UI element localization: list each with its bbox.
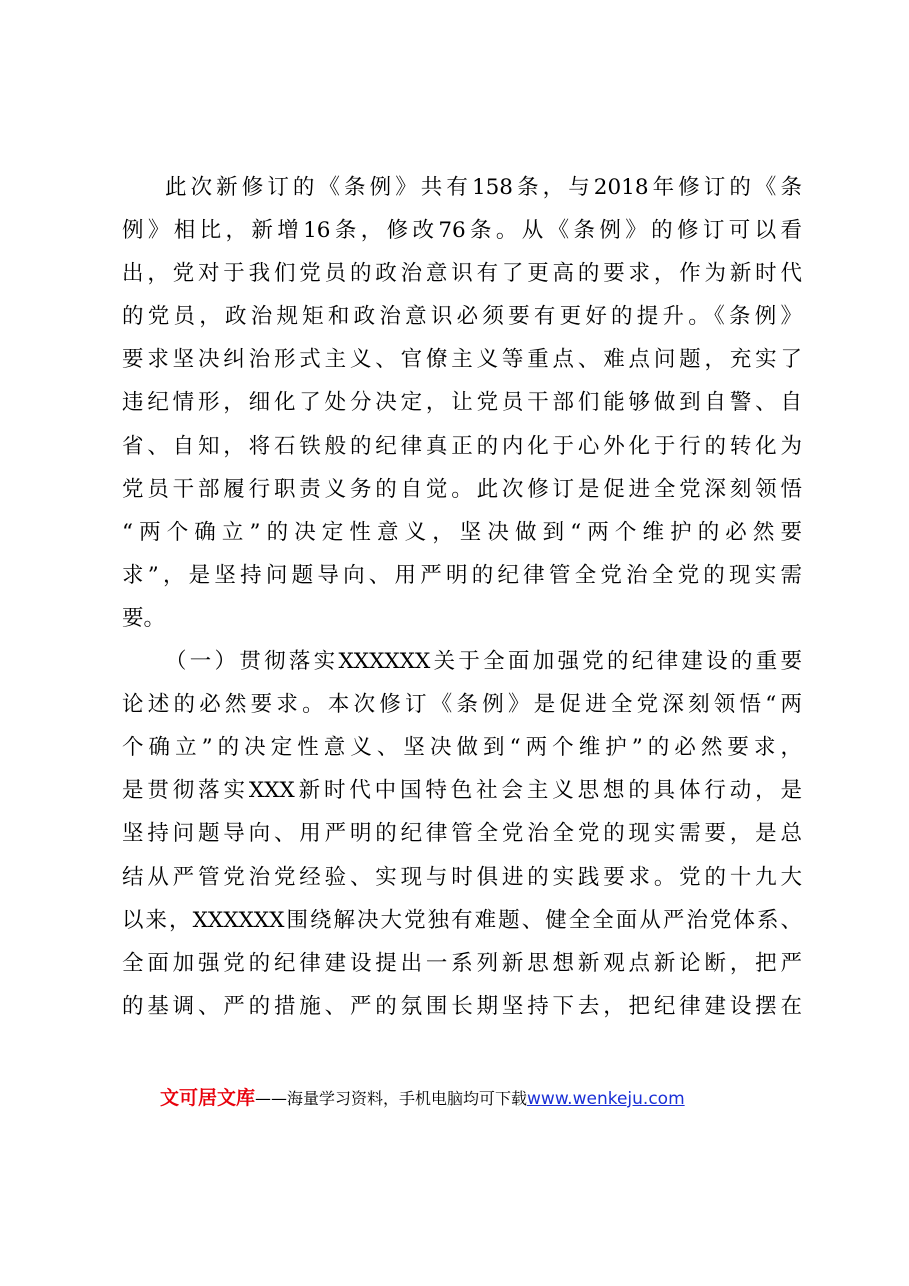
- text-line: 要。: [122, 605, 166, 631]
- footer-brand: 文可居文库: [160, 1087, 256, 1109]
- text-line: 省、自知，将石铁般的纪律真正的内化于心外化于行的转化为: [122, 433, 802, 459]
- text-line: （一）贯彻落实XXXXXX关于全面加强党的纪律建设的重要: [165, 649, 802, 675]
- text-line: 例》相比，新增16条，修改76条。从《条例》的修订可以看: [122, 218, 802, 244]
- document-body: [122, 166, 802, 1028]
- text-line: 是贯彻落实XXX新时代中国特色社会主义思想的具体行动，是: [122, 778, 802, 804]
- text-line: 的基调、严的措施、严的氛围长期坚持下去，把纪律建设摆在: [122, 993, 802, 1019]
- text-line: 坚持问题导向、用严明的纪律管全党治全党的现实需要，是总: [122, 821, 802, 847]
- footer-banner: [160, 1078, 800, 1118]
- paragraph-1: [122, 166, 802, 640]
- text-line: 求”，是坚持问题导向、用严明的纪律管全党治全党的现实需: [122, 562, 802, 588]
- footer-slogan: ——海量学习资料，手机电脑均可下载: [255, 1089, 528, 1108]
- text-line: 出，党对于我们党员的政治意识有了更高的要求，作为新时代: [122, 261, 802, 287]
- text-line: 党员干部履行职责义务的自觉。此次修订是促进全党深刻领悟: [122, 476, 802, 502]
- text-line: 违纪情形，细化了处分决定，让党员干部们能够做到自警、自: [122, 390, 802, 416]
- text-line: “两个确立”的决定性意义，坚决做到“两个维护的必然要: [122, 519, 802, 545]
- footer-url-link[interactable]: www.wenkeju.com: [527, 1089, 685, 1109]
- text-line: 以来，XXXXXX围绕解决大党独有难题、健全全面从严治党体系、: [122, 907, 802, 933]
- text-line: 此次新修订的《条例》共有158条，与2018年修订的《条: [165, 175, 802, 200]
- text-line: 论述的必然要求。本次修订《条例》是促进全党深刻领悟“两: [122, 692, 802, 718]
- text-line: 结从严管党治党经验、实现与时俱进的实践要求。党的十九大: [122, 864, 802, 890]
- text-line: 的党员，政治规矩和政治意识必须要有更好的提升。《条例》: [122, 304, 802, 330]
- paragraph-2: [122, 640, 802, 1028]
- text-line: 全面加强党的纪律建设提出一系列新思想新观点新论断，把严: [122, 950, 802, 976]
- text-line: 个确立”的决定性意义、坚决做到“两个维护”的必然要求，: [122, 735, 802, 761]
- text-line: 要求坚决纠治形式主义、官僚主义等重点、难点问题，充实了: [122, 347, 802, 373]
